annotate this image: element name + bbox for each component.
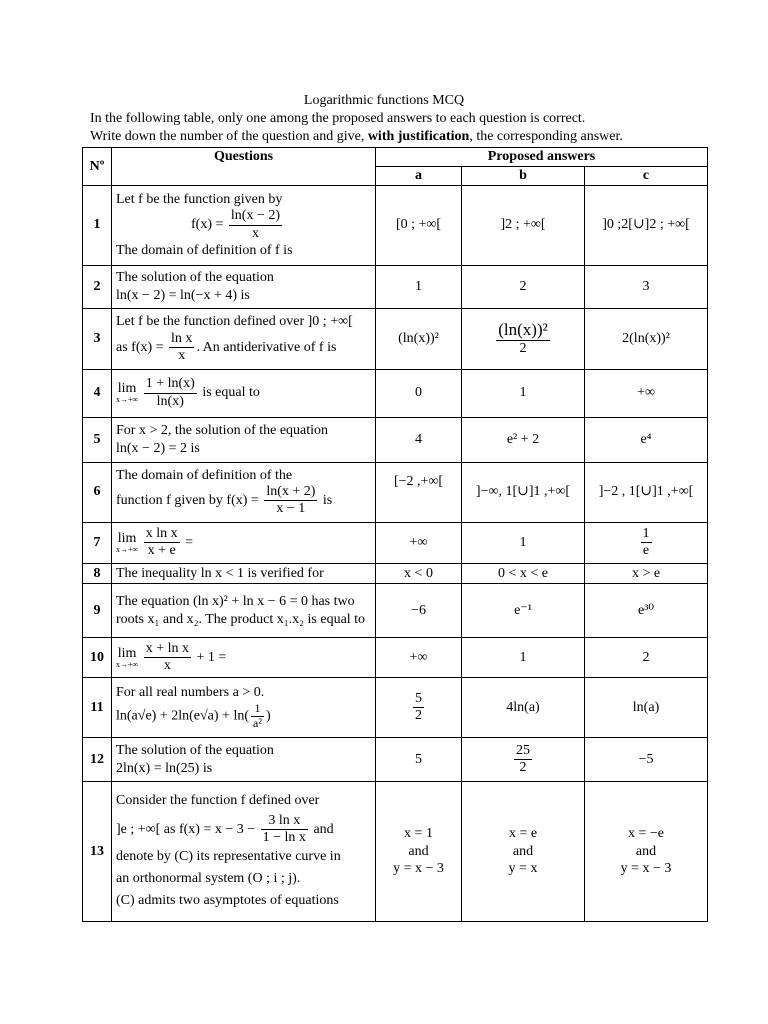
fraction-denominator: ln(x): [156, 393, 184, 409]
answer-b: [462, 782, 585, 922]
question-number: 1: [83, 185, 112, 265]
question-text: The inequality ln x < 1 is verified for: [112, 563, 376, 584]
answer-line: y = x − 3: [393, 861, 444, 877]
fraction-denominator: 1 − ln x: [262, 829, 306, 845]
question-formula: [116, 813, 371, 846]
answer-a: [−2 ,+∞[: [376, 462, 462, 522]
question-number: 8: [83, 563, 112, 584]
fraction-numerator: x + ln x: [144, 641, 191, 658]
fraction-numerator: ln(x − 2): [229, 208, 282, 225]
header-b: b: [462, 167, 585, 186]
question-line: =: [185, 534, 194, 550]
answer-c: 2(ln(x))²: [585, 308, 708, 369]
answer-a: [0 ; +∞[: [376, 185, 462, 265]
table-row: [83, 185, 708, 265]
table-row: [83, 308, 708, 369]
answer-line: and: [408, 843, 429, 859]
fraction-denominator: x − 1: [276, 501, 306, 517]
fraction-denominator: x: [251, 225, 259, 241]
limit-subscript: x→+∞: [116, 544, 139, 554]
fraction-numerator: ln x: [169, 331, 194, 348]
fraction-numerator: x ln x: [144, 526, 180, 543]
intro-line-2: [90, 129, 623, 145]
formula-lhs: f(x) =: [191, 217, 224, 233]
fraction-denominator: x: [178, 347, 186, 363]
question-line: and: [313, 821, 334, 837]
question-line: is: [322, 492, 333, 508]
table-row: [83, 638, 708, 678]
fraction: [144, 526, 180, 559]
question-number: 4: [83, 369, 112, 417]
fraction: [261, 813, 308, 846]
header-num: Nº: [83, 148, 112, 186]
answer-c: ]−2 , 1[∪]1 ,+∞[: [585, 462, 708, 522]
limit-label: lim: [117, 530, 137, 546]
table-row: [83, 738, 708, 782]
fraction-numerator: 25: [514, 743, 532, 760]
limit-subscript: x→+∞: [116, 659, 139, 669]
fraction-numerator: 3 ln x: [261, 813, 308, 830]
question-line: denote by (C) its representative curve in: [116, 848, 341, 864]
answer-a: [376, 782, 462, 922]
fraction: [514, 743, 532, 776]
fraction: [144, 641, 191, 674]
fraction-numerator: 5: [413, 691, 424, 708]
table-row: [83, 584, 708, 638]
answer-line: x = 1: [404, 826, 433, 842]
answer-c: ]0 ;2[∪]2 ; +∞[: [585, 185, 708, 265]
fraction: [641, 526, 652, 559]
table-row: [83, 462, 708, 522]
fraction-numerator: 1: [641, 526, 652, 543]
formula-lhs: ln(a√e) + 2ln(e√a) + ln(: [116, 708, 249, 724]
question-text: [112, 265, 376, 308]
question-line: The domain of definition of f is: [116, 242, 293, 258]
question-line: The solution of the equation: [116, 270, 274, 285]
answer-b: 4ln(a): [462, 678, 585, 738]
intro-line-1: In the following table, only one among the proposed answers to each question is correct.: [90, 111, 586, 126]
fraction: [169, 331, 194, 364]
answer-b: [462, 308, 585, 369]
answer-c: e³⁰: [585, 584, 708, 638]
answer-c: ln(a): [585, 678, 708, 738]
answer-b: 2: [462, 265, 585, 308]
header-proposed: Proposed answers: [376, 148, 708, 167]
formula-lhs: function f given by f(x) =: [116, 492, 259, 508]
question-line: ln(x − 2) = ln(−x + 4) is: [116, 287, 250, 303]
intro-line-2-end: , the corresponding answer.: [469, 129, 623, 144]
question-text: [112, 185, 376, 265]
table-row: [83, 522, 708, 563]
question-text: [112, 522, 376, 563]
limit-operator: [116, 647, 138, 669]
limit-label: lim: [117, 381, 137, 396]
table-row: [83, 678, 708, 738]
answer-a: 4: [376, 417, 462, 462]
question-formula: [116, 484, 371, 517]
fraction-numerator: 1 + ln(x): [144, 376, 197, 393]
answer-c: +∞: [585, 369, 708, 417]
question-line: + 1 =: [196, 649, 227, 665]
question-line: is equal to: [202, 385, 260, 401]
formula-lhs: as f(x) =: [116, 339, 164, 355]
question-line: (C) admits two asymptotes of equations: [116, 893, 339, 909]
answer-a: 0: [376, 369, 462, 417]
answer-c: e⁴: [585, 417, 708, 462]
table-row: [83, 563, 708, 584]
question-text: [112, 369, 376, 417]
question-formula: [116, 702, 371, 731]
fraction-denominator: x + e: [147, 543, 176, 558]
question-line: Consider the function f defined over: [116, 793, 320, 809]
question-line: an orthonormal system (O ; i ; j).: [116, 871, 301, 887]
header-row: [83, 148, 708, 167]
table-row: [83, 782, 708, 922]
answer-b: ]2 ; +∞[: [462, 185, 585, 265]
answer-line: y = x − 3: [620, 861, 672, 877]
fraction: [251, 702, 264, 731]
question-number: 13: [83, 782, 112, 922]
question-text: [112, 638, 376, 678]
question-text: [112, 308, 376, 369]
answer-a: −6: [376, 584, 462, 638]
answer-c: x > e: [585, 563, 708, 584]
question-number: 9: [83, 584, 112, 638]
question-line: Let f be the function given by: [116, 191, 283, 207]
answer-line: x = e: [508, 826, 538, 842]
answer-b: [462, 738, 585, 782]
fraction: [144, 376, 197, 409]
fraction: [413, 691, 424, 724]
fraction: [496, 320, 549, 357]
answer-a: [376, 678, 462, 738]
question-text: [112, 417, 376, 462]
question-number: 5: [83, 417, 112, 462]
table-row: [83, 265, 708, 308]
answer-b: 1: [462, 638, 585, 678]
question-number: 6: [83, 462, 112, 522]
question-formula: [116, 331, 371, 364]
fraction-denominator: x: [163, 658, 171, 673]
question-text: The equation (ln x)² + ln x − 6 = 0 has two roots x₁ and x₂. The product x₁.x₂ is equal to: [112, 584, 376, 638]
table-row: [83, 369, 708, 417]
answer-a: (ln(x))²: [376, 308, 462, 369]
answer-c: [585, 522, 708, 563]
intro-line-2-start: Write down the number of the question and give,: [90, 129, 368, 144]
question-number: 12: [83, 738, 112, 782]
question-number: 11: [83, 678, 112, 738]
question-line: For all real numbers a > 0.: [116, 685, 265, 701]
answer-b: ]−∞, 1[∪]1 ,+∞[: [462, 462, 585, 522]
answer-b: e⁻¹: [462, 584, 585, 638]
formula-end: ): [265, 708, 271, 724]
mcq-table: [82, 147, 708, 922]
answer-line: and: [635, 843, 657, 859]
question-text: [112, 782, 376, 922]
limit-operator: [116, 382, 138, 404]
fraction-numerator: ln(x + 2): [264, 484, 317, 501]
fraction-denominator: a²: [253, 715, 262, 730]
fraction-denominator: 2: [519, 760, 527, 775]
question-number: 2: [83, 265, 112, 308]
answer-c: 2: [585, 638, 708, 678]
question-number: 3: [83, 308, 112, 369]
answer-b: e² + 2: [462, 417, 585, 462]
header-a: a: [376, 167, 462, 186]
page-title: Logarithmic functions MCQ: [303, 93, 465, 108]
answer-a: +∞: [376, 638, 462, 678]
question-line: For x > 2, the solution of the equation: [116, 423, 329, 438]
question-number: 7: [83, 522, 112, 563]
answer-a: x < 0: [376, 563, 462, 584]
fraction-denominator: 2: [519, 340, 527, 356]
answer-b: 1: [462, 369, 585, 417]
question-text: [112, 738, 376, 782]
formula-lhs: ]e ; +∞[ as f(x) = x − 3 −: [116, 821, 256, 837]
question-line: ln(x − 2) = 2 is: [116, 440, 200, 456]
answer-b: 0 < x < e: [462, 563, 585, 584]
question-number: 10: [83, 638, 112, 678]
answer-a: 1: [376, 265, 462, 308]
table-row: [83, 417, 708, 462]
answer-c: 3: [585, 265, 708, 308]
question-line: Let f be the function defined over ]0 ; +∞[: [116, 314, 353, 330]
fraction-numerator: 1: [251, 702, 264, 717]
answer-b: 1: [462, 522, 585, 563]
question-line: 2ln(x) = ln(25) is: [116, 760, 213, 776]
answer-line: y = x: [508, 861, 538, 877]
limit-label: lim: [117, 645, 137, 661]
fraction-denominator: 2: [415, 708, 422, 723]
answer-c: [585, 782, 708, 922]
answer-c: −5: [585, 738, 708, 782]
intro-bold: with justification: [367, 129, 470, 144]
limit-operator: [116, 532, 138, 554]
limit-subscript: x→+∞: [116, 395, 139, 404]
question-text: [112, 678, 376, 738]
question-text: [112, 462, 376, 522]
question-formula: [116, 208, 371, 241]
question-line: The domain of definition of the: [116, 467, 293, 483]
answer-a: 5: [376, 738, 462, 782]
fraction: [229, 208, 282, 241]
fraction-numerator: (ln(x))²: [498, 320, 548, 340]
answer-line: x = −e: [628, 826, 665, 842]
question-line: . An antiderivative of f is: [196, 339, 337, 355]
fraction-denominator: e: [642, 543, 650, 558]
header-questions: Questions: [112, 148, 376, 186]
fraction: [264, 484, 317, 517]
answer-line: and: [512, 843, 534, 859]
question-line: The solution of the equation: [116, 743, 274, 758]
answer-a: +∞: [376, 522, 462, 563]
header-c: c: [585, 167, 708, 186]
